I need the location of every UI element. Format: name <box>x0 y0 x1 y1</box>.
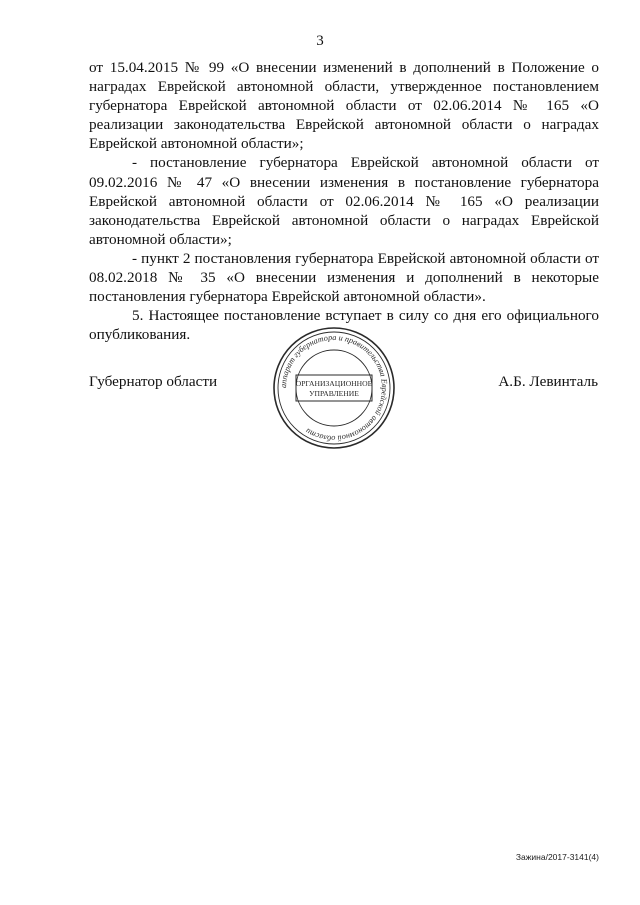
stamp-outer-text: аппарат губернатора и правительства Еврейской автономной области <box>278 332 390 444</box>
document-code: Зажина/2017-3141(4) <box>515 852 599 862</box>
document-body <box>89 58 599 344</box>
stamp-inner-line-2: УПРАВЛЕНИЕ <box>309 389 359 398</box>
signature-position: Губернатор области <box>89 373 218 390</box>
organization-stamp <box>269 325 399 451</box>
paragraph-effective-date: 5. Настоящее постановление вступает в силу со дня его официального опубликования. <box>89 307 599 344</box>
svg-text:аппарат губернатора и правител <box>279 333 389 443</box>
stamp-inner-ring <box>296 350 372 426</box>
stamp-outer-ring <box>274 328 394 448</box>
page-number: 3 <box>316 33 324 49</box>
stamp-inner-line-1: ОРГАНИЗАЦИОННОЕ <box>295 379 373 388</box>
paragraph-continuation: от 15.04.2015 № 99 «О внесении изменений в дополнений в Положение о наградах Еврейской автономной области, утвержденное постановлением губернатора Еврейской автономной области от 02.06.2014 № 165 «О реализации законодательства Еврейской автономной области о наградах Еврейской автономной области»; <box>89 59 599 153</box>
signature-name: А.Б. Левинталь <box>498 373 598 390</box>
paragraph-item: - постановление губернатора Еврейской автономной области от 09.02.2016 № 47 «О внесении изменения в постановление губернатора Еврейской автономной области от 02.06.2014 № 165 «О реализации законодательства Еврейской автономной области о наградах Еврейской автономной области»; <box>89 154 599 248</box>
paragraph-item: - пункт 2 постановления губернатора Еврейской автономной области от 08.02.2018 № 35 «О внесении изменения и дополнений в некоторые постановления губернатора Еврейской автономной области». <box>89 249 599 306</box>
stamp-middle-ring <box>278 332 390 444</box>
